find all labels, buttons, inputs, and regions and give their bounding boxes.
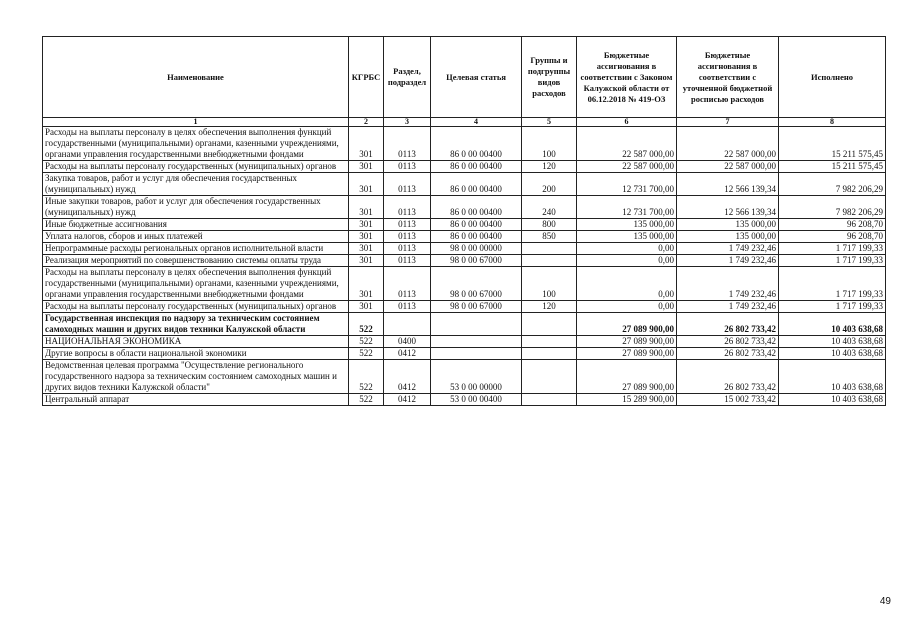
cell-razdel: 0113	[384, 173, 431, 196]
cell-name: Иные бюджетные ассигнования	[43, 219, 349, 231]
budget-table-sheet	[42, 36, 885, 406]
cell-kgrbs: 522	[349, 348, 384, 360]
cell-budget-refined: 135 000,00	[677, 219, 779, 231]
cell-ispolneno: 10 403 638,68	[779, 313, 886, 336]
cell-celevaya	[431, 313, 522, 336]
cell-name: НАЦИОНАЛЬНАЯ ЭКОНОМИКА	[43, 336, 349, 348]
cell-ispolneno: 15 211 575,45	[779, 161, 886, 173]
cell-kgrbs: 301	[349, 127, 384, 161]
cell-razdel	[384, 313, 431, 336]
cell-name: Расходы на выплаты персоналу государственных (муниципальных) органов	[43, 301, 349, 313]
cell-kgrbs: 301	[349, 196, 384, 219]
cell-vr: 100	[522, 127, 577, 161]
cell-budget-refined: 22 587 000,00	[677, 161, 779, 173]
cell-ispolneno: 15 211 575,45	[779, 127, 886, 161]
col-number: 5	[522, 118, 577, 127]
cell-kgrbs: 522	[349, 336, 384, 348]
table-row	[43, 394, 886, 406]
cell-budget-law: 0,00	[577, 301, 677, 313]
cell-razdel: 0113	[384, 301, 431, 313]
cell-razdel: 0412	[384, 348, 431, 360]
cell-budget-refined: 26 802 733,42	[677, 313, 779, 336]
cell-kgrbs: 522	[349, 313, 384, 336]
cell-name: Непрограммные расходы региональных органов исполнительной власти	[43, 243, 349, 255]
cell-celevaya: 53 0 00 00400	[431, 394, 522, 406]
cell-budget-law: 22 587 000,00	[577, 161, 677, 173]
cell-vr	[522, 243, 577, 255]
cell-budget-law: 15 289 900,00	[577, 394, 677, 406]
cell-budget-refined: 12 566 139,34	[677, 196, 779, 219]
cell-budget-law: 0,00	[577, 255, 677, 267]
col-number: 6	[577, 118, 677, 127]
cell-celevaya: 86 0 00 00400	[431, 231, 522, 243]
col-header-ispolneno: Исполнено	[779, 37, 886, 118]
cell-vr	[522, 313, 577, 336]
cell-razdel: 0412	[384, 394, 431, 406]
header-row	[43, 37, 886, 118]
col-header-budget-law: Бюджетные ассигнования в соответствии с Законом Калужской области от 06.12.2018 № 419-ОЗ	[577, 37, 677, 118]
col-header-kgrbs: КГРБС	[349, 37, 384, 118]
cell-budget-law: 27 089 900,00	[577, 336, 677, 348]
table-row	[43, 243, 886, 255]
table-row	[43, 231, 886, 243]
cell-budget-law: 27 089 900,00	[577, 360, 677, 394]
cell-vr	[522, 336, 577, 348]
table-row	[43, 301, 886, 313]
cell-kgrbs: 301	[349, 301, 384, 313]
col-number: 4	[431, 118, 522, 127]
cell-celevaya: 86 0 00 00400	[431, 219, 522, 231]
table-row	[43, 267, 886, 301]
cell-razdel: 0113	[384, 267, 431, 301]
cell-celevaya: 98 0 00 67000	[431, 267, 522, 301]
cell-celevaya: 86 0 00 00400	[431, 161, 522, 173]
cell-name: Другие вопросы в области национальной экономики	[43, 348, 349, 360]
cell-name: Государственная инспекция по надзору за техническим состоянием самоходных машин и других видов техники Калужской области	[43, 313, 349, 336]
cell-ispolneno: 10 403 638,68	[779, 348, 886, 360]
cell-name: Реализация мероприятий по совершенствованию системы оплаты труда	[43, 255, 349, 267]
cell-budget-law: 135 000,00	[577, 231, 677, 243]
col-number: 3	[384, 118, 431, 127]
cell-ispolneno: 7 982 206,29	[779, 173, 886, 196]
table-row	[43, 127, 886, 161]
cell-budget-refined: 1 749 232,46	[677, 267, 779, 301]
column-number-row	[43, 118, 886, 127]
cell-name: Расходы на выплаты персоналу государственных (муниципальных) органов	[43, 161, 349, 173]
cell-celevaya	[431, 348, 522, 360]
cell-celevaya: 53 0 00 00000	[431, 360, 522, 394]
cell-vr: 120	[522, 161, 577, 173]
cell-budget-law: 12 731 700,00	[577, 196, 677, 219]
cell-razdel: 0113	[384, 243, 431, 255]
cell-razdel: 0113	[384, 255, 431, 267]
table-row	[43, 196, 886, 219]
cell-budget-law: 27 089 900,00	[577, 348, 677, 360]
cell-budget-law: 22 587 000,00	[577, 127, 677, 161]
cell-budget-refined: 135 000,00	[677, 231, 779, 243]
cell-vr: 240	[522, 196, 577, 219]
cell-razdel: 0113	[384, 127, 431, 161]
table-row	[43, 219, 886, 231]
cell-vr: 850	[522, 231, 577, 243]
col-header-name: Наименование	[43, 37, 349, 118]
table-row	[43, 173, 886, 196]
table-row	[43, 348, 886, 360]
cell-razdel: 0113	[384, 219, 431, 231]
cell-razdel: 0113	[384, 231, 431, 243]
col-number: 7	[677, 118, 779, 127]
cell-razdel: 0412	[384, 360, 431, 394]
cell-kgrbs: 522	[349, 394, 384, 406]
cell-budget-law: 0,00	[577, 267, 677, 301]
budget-table	[42, 36, 886, 406]
cell-budget-refined: 12 566 139,34	[677, 173, 779, 196]
cell-razdel: 0400	[384, 336, 431, 348]
cell-celevaya	[431, 336, 522, 348]
cell-vr: 800	[522, 219, 577, 231]
cell-budget-law: 12 731 700,00	[577, 173, 677, 196]
cell-ispolneno: 7 982 206,29	[779, 196, 886, 219]
cell-budget-refined: 15 002 733,42	[677, 394, 779, 406]
table-row	[43, 161, 886, 173]
cell-name: Закупка товаров, работ и услуг для обеспечения государственных (муниципальных) нужд	[43, 173, 349, 196]
cell-budget-refined: 1 749 232,46	[677, 255, 779, 267]
table-row	[43, 336, 886, 348]
cell-ispolneno: 96 208,70	[779, 219, 886, 231]
cell-ispolneno: 10 403 638,68	[779, 394, 886, 406]
cell-kgrbs: 301	[349, 267, 384, 301]
cell-vr	[522, 348, 577, 360]
cell-name: Иные закупки товаров, работ и услуг для обеспечения государственных (муниципальных) нужд	[43, 196, 349, 219]
col-number: 2	[349, 118, 384, 127]
cell-vr: 120	[522, 301, 577, 313]
cell-ispolneno: 1 717 199,33	[779, 267, 886, 301]
cell-budget-refined: 1 749 232,46	[677, 301, 779, 313]
page-number: 49	[879, 596, 891, 607]
cell-ispolneno: 1 717 199,33	[779, 301, 886, 313]
cell-vr	[522, 255, 577, 267]
cell-celevaya: 98 0 00 67000	[431, 301, 522, 313]
cell-kgrbs: 301	[349, 231, 384, 243]
cell-budget-refined: 26 802 733,42	[677, 348, 779, 360]
cell-budget-refined: 26 802 733,42	[677, 360, 779, 394]
cell-kgrbs: 301	[349, 243, 384, 255]
cell-budget-law: 27 089 900,00	[577, 313, 677, 336]
col-header-gruppy: Группы и подгруппы видов расходов	[522, 37, 577, 118]
cell-ispolneno: 10 403 638,68	[779, 360, 886, 394]
cell-name: Расходы на выплаты персоналу в целях обеспечения выполнения функций государственными (муниципальными) органами, казенными учреждениями, органами управления государственными внебюджетными фондами	[43, 127, 349, 161]
cell-kgrbs: 301	[349, 161, 384, 173]
cell-budget-law: 135 000,00	[577, 219, 677, 231]
cell-budget-refined: 22 587 000,00	[677, 127, 779, 161]
cell-celevaya: 98 0 00 67000	[431, 255, 522, 267]
cell-celevaya: 86 0 00 00400	[431, 173, 522, 196]
cell-budget-refined: 26 802 733,42	[677, 336, 779, 348]
table-row	[43, 255, 886, 267]
cell-name: Ведомственная целевая программа "Осуществление регионального государственного надзора за техническим состоянием самоходных машин и других видов техники Калужской области"	[43, 360, 349, 394]
cell-ispolneno: 1 717 199,33	[779, 255, 886, 267]
cell-ispolneno: 10 403 638,68	[779, 336, 886, 348]
cell-vr: 200	[522, 173, 577, 196]
cell-celevaya: 98 0 00 00000	[431, 243, 522, 255]
cell-kgrbs: 301	[349, 173, 384, 196]
cell-kgrbs: 301	[349, 255, 384, 267]
table-row	[43, 360, 886, 394]
table-row	[43, 313, 886, 336]
cell-budget-refined: 1 749 232,46	[677, 243, 779, 255]
cell-razdel: 0113	[384, 196, 431, 219]
cell-celevaya: 86 0 00 00400	[431, 196, 522, 219]
col-header-razdel: Раздел, подраздел	[384, 37, 431, 118]
cell-vr	[522, 394, 577, 406]
cell-kgrbs: 301	[349, 219, 384, 231]
cell-kgrbs: 522	[349, 360, 384, 394]
table-body	[43, 127, 886, 406]
cell-vr	[522, 360, 577, 394]
cell-name: Расходы на выплаты персоналу в целях обеспечения выполнения функций государственными (муниципальными) органами, казенными учреждениями, органами управления государственными внебюджетными фондами	[43, 267, 349, 301]
cell-budget-law: 0,00	[577, 243, 677, 255]
col-number: 1	[43, 118, 349, 127]
cell-razdel: 0113	[384, 161, 431, 173]
col-number: 8	[779, 118, 886, 127]
cell-name: Центральный аппарат	[43, 394, 349, 406]
cell-name: Уплата налогов, сборов и иных платежей	[43, 231, 349, 243]
cell-ispolneno: 1 717 199,33	[779, 243, 886, 255]
cell-ispolneno: 96 208,70	[779, 231, 886, 243]
cell-vr: 100	[522, 267, 577, 301]
col-header-budget-refined: Бюджетные ассигнования в соответствии с уточненной бюджетной росписью расходов	[677, 37, 779, 118]
cell-celevaya: 86 0 00 00400	[431, 127, 522, 161]
col-header-celevaya: Целевая статья	[431, 37, 522, 118]
